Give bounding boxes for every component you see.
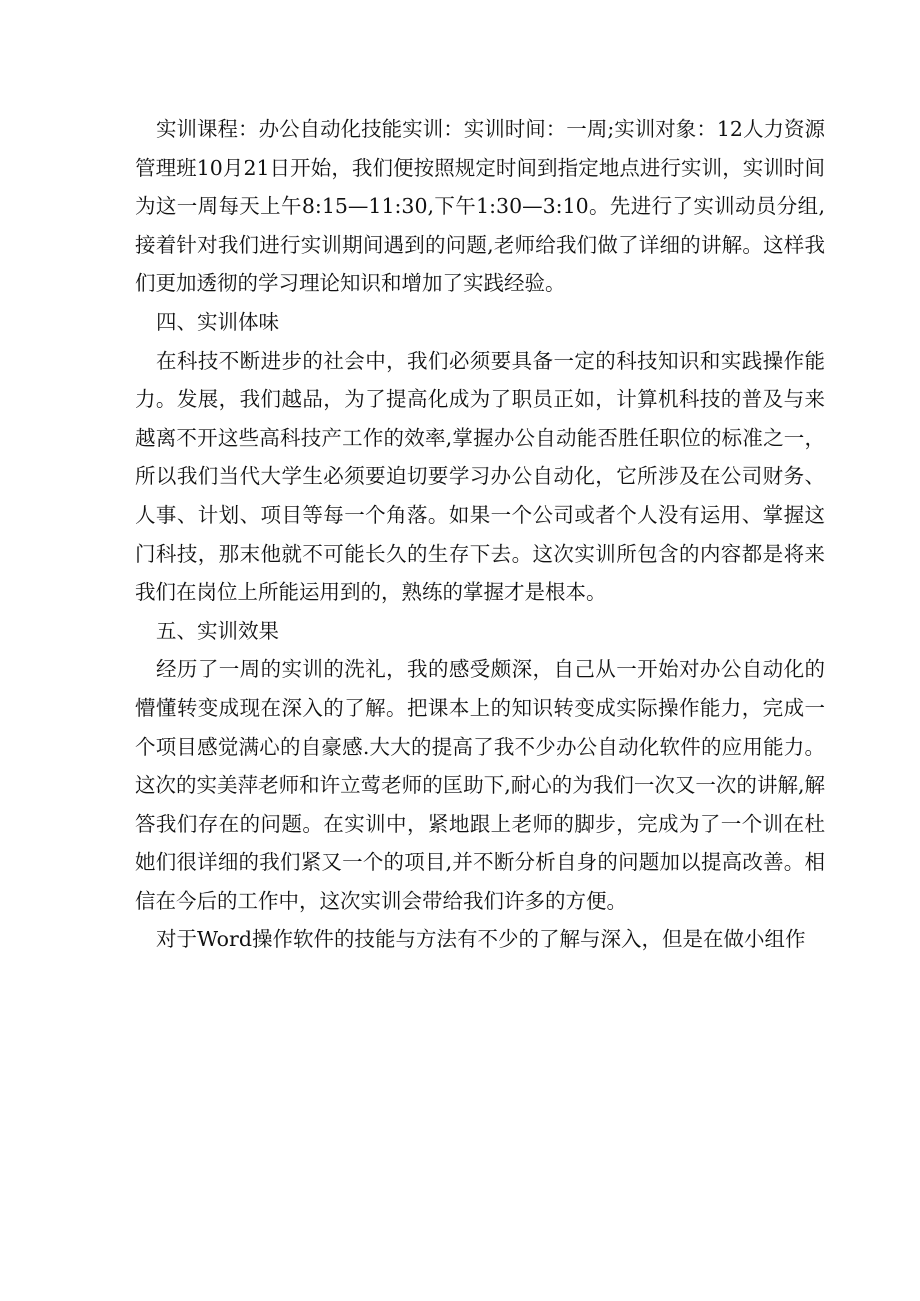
section-heading-training-experience: 四、实训体味 [156,309,279,334]
paragraph-training-experience: 在科技不断进步的社会中，我们必须要具备一定的科技知识和实践操作能力。发展，我们越品，为了提高化成为了职员正如，计算机科技的普及与来越离不开这些高科技产工作的效率,掌握办公自动能否胜任职位的标准之一，所以我们当代大学生必须要迫切要学习办公自动化，它所涉及在公司财务、人事、计划、项目等每一个角落。如果一个公司或者个人没有运用、掌握这门科技，那末他就不可能长久的生存下去。这次实训所包含的内容都是将来我们在岗位上所能运用到的，熟练的掌握才是根本。 [135,348,825,605]
document-body [135,110,825,959]
paragraph-training-course: 实训课程：办公自动化技能实训：实训时间：一周;实训对象：12人力资源管理班10月21日开始，我们便按照规定时间到指定地点进行实训，实训时间为这一周每天上午8:15—11:30,下午1:30—3:10。先进行了实训动员分组,接着针对我们进行实训期间遇到的问题,老师给我们做了详细的讲解。这样我们更加透彻的学习理论知识和增加了实践经验。 [135,117,825,296]
section-heading-training-results: 五、实训效果 [156,618,279,643]
paragraph-word-software: 对于Word操作软件的技能与方法有不少的了解与深入，但是在做小组作 [156,927,806,952]
paragraph-training-results: 经历了一周的实训的洗礼，我的感受颇深，自己从一开始对办公自动化的懵懂转变成现在深入的了解。把课本上的知识转变成实际操作能力，完成一个项目感觉满心的自豪感.大大的提高了我不少办公自动化软件的应用能力。这次的实美萍老师和许立莺老师的匡助下,耐心的为我们一次又一次的讲解,解答我们存在的问题。在实训中，紧地跟上老师的脚步，完成为了一个训在杜她们很详细的我们紧又一个的项目,并不断分析自身的问题加以提高改善。相信在今后的工作中，这次实训会带给我们许多的方便。 [135,657,825,913]
